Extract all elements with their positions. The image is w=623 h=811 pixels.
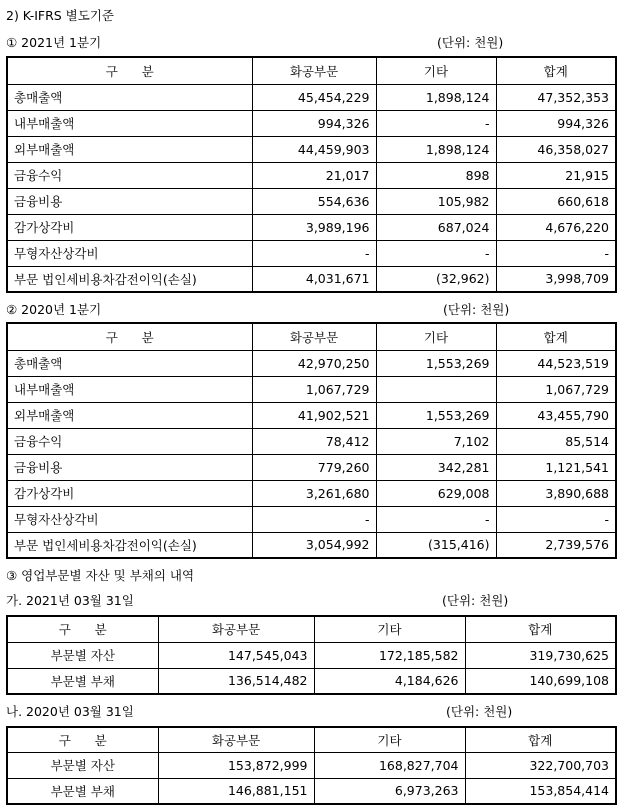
table-row bbox=[7, 376, 616, 402]
cell-chemical: 44,459,903 bbox=[252, 136, 376, 162]
cell-other: (32,962) bbox=[376, 266, 496, 292]
cell-other: 629,008 bbox=[376, 480, 496, 506]
header-total: 합계 bbox=[465, 616, 616, 642]
sec1-unit: (단위: 천원) bbox=[437, 35, 504, 50]
cell-other: 898 bbox=[376, 162, 496, 188]
cell-total: 322,700,703 bbox=[465, 752, 616, 778]
table-row bbox=[7, 668, 616, 694]
cell-total: 660,618 bbox=[496, 188, 616, 214]
table-row bbox=[7, 188, 616, 214]
cell-chemical: 779,260 bbox=[252, 454, 376, 480]
row-label: 외부매출액 bbox=[7, 402, 252, 428]
row-label: 금융비용 bbox=[7, 188, 252, 214]
header-total: 합계 bbox=[465, 727, 616, 752]
table-header-row bbox=[7, 323, 616, 350]
row-label: 총매출액 bbox=[7, 350, 252, 376]
table-row bbox=[7, 480, 616, 506]
cell-other: 168,827,704 bbox=[314, 752, 465, 778]
row-label: 금융수익 bbox=[7, 162, 252, 188]
cell-total: 319,730,625 bbox=[465, 642, 616, 668]
cell-other: 342,281 bbox=[376, 454, 496, 480]
table-2021-q1 bbox=[6, 56, 617, 293]
cell-total: 3,998,709 bbox=[496, 266, 616, 292]
row-label: 부문별 자산 bbox=[7, 642, 158, 668]
sec3a-title: 가. 2021년 03월 31일 bbox=[6, 593, 134, 608]
cell-other: 1,898,124 bbox=[376, 136, 496, 162]
table-row bbox=[7, 110, 616, 136]
header-category: 구 분 bbox=[7, 323, 252, 350]
sec3a-unit: (단위: 천원) bbox=[442, 593, 509, 608]
table-row bbox=[7, 214, 616, 240]
cell-chemical: 45,454,229 bbox=[252, 84, 376, 110]
cell-other bbox=[376, 376, 496, 402]
cell-other: - bbox=[376, 240, 496, 266]
cell-chemical: 147,545,043 bbox=[158, 642, 314, 668]
row-label: 금융비용 bbox=[7, 454, 252, 480]
cell-other: 1,553,269 bbox=[376, 350, 496, 376]
cell-other: 1,553,269 bbox=[376, 402, 496, 428]
cell-other: 105,982 bbox=[376, 188, 496, 214]
cell-total: - bbox=[496, 240, 616, 266]
cell-other: 4,184,626 bbox=[314, 668, 465, 694]
table-row bbox=[7, 454, 616, 480]
row-label: 부문별 자산 bbox=[7, 752, 158, 778]
table-row bbox=[7, 240, 616, 266]
cell-chemical: 153,872,999 bbox=[158, 752, 314, 778]
table-row bbox=[7, 266, 616, 292]
header-chemical: 화공부문 bbox=[158, 616, 314, 642]
cell-total: 46,358,027 bbox=[496, 136, 616, 162]
row-label: 내부매출액 bbox=[7, 376, 252, 402]
table-row bbox=[7, 162, 616, 188]
table-row bbox=[7, 402, 616, 428]
cell-chemical: 3,054,992 bbox=[252, 532, 376, 558]
cell-total: 43,455,790 bbox=[496, 402, 616, 428]
cell-chemical: 136,514,482 bbox=[158, 668, 314, 694]
header-chemical: 화공부문 bbox=[252, 323, 376, 350]
cell-other: 172,185,582 bbox=[314, 642, 465, 668]
cell-chemical: 21,017 bbox=[252, 162, 376, 188]
cell-chemical: 3,261,680 bbox=[252, 480, 376, 506]
cell-chemical: 41,902,521 bbox=[252, 402, 376, 428]
row-label: 외부매출액 bbox=[7, 136, 252, 162]
header-total: 합계 bbox=[496, 323, 616, 350]
cell-chemical: 3,989,196 bbox=[252, 214, 376, 240]
header-other: 기타 bbox=[376, 57, 496, 84]
section-heading: 2) K-IFRS 별도기준 bbox=[6, 8, 114, 23]
row-label: 무형자산상각비 bbox=[7, 506, 252, 532]
cell-chemical: 1,067,729 bbox=[252, 376, 376, 402]
cell-total: 4,676,220 bbox=[496, 214, 616, 240]
cell-chemical: - bbox=[252, 506, 376, 532]
sec1-title: ① 2021년 1분기 bbox=[6, 35, 102, 50]
cell-chemical: - bbox=[252, 240, 376, 266]
cell-chemical: 78,412 bbox=[252, 428, 376, 454]
header-total: 합계 bbox=[496, 57, 616, 84]
row-label: 총매출액 bbox=[7, 84, 252, 110]
cell-total: 994,326 bbox=[496, 110, 616, 136]
cell-total: 1,067,729 bbox=[496, 376, 616, 402]
cell-total: 2,739,576 bbox=[496, 532, 616, 558]
cell-total: 21,915 bbox=[496, 162, 616, 188]
cell-other: 1,898,124 bbox=[376, 84, 496, 110]
cell-other: (315,416) bbox=[376, 532, 496, 558]
row-label: 부문 법인세비용차감전이익(손실) bbox=[7, 266, 252, 292]
table-header-row bbox=[7, 57, 616, 84]
sec2-title: ② 2020년 1분기 bbox=[6, 302, 102, 317]
row-label: 감가상각비 bbox=[7, 214, 252, 240]
cell-total: 44,523,519 bbox=[496, 350, 616, 376]
cell-chemical: 554,636 bbox=[252, 188, 376, 214]
table-row bbox=[7, 506, 616, 532]
header-chemical: 화공부문 bbox=[252, 57, 376, 84]
table-row bbox=[7, 136, 616, 162]
row-label: 부문 법인세비용차감전이익(손실) bbox=[7, 532, 252, 558]
cell-chemical: 4,031,671 bbox=[252, 266, 376, 292]
table-assets-2020 bbox=[6, 726, 617, 805]
cell-total: - bbox=[496, 506, 616, 532]
sec3b-unit: (단위: 천원) bbox=[446, 704, 513, 719]
row-label: 무형자산상각비 bbox=[7, 240, 252, 266]
cell-chemical: 42,970,250 bbox=[252, 350, 376, 376]
sec3b-title: 나. 2020년 03월 31일 bbox=[6, 704, 134, 719]
table-row bbox=[7, 350, 616, 376]
cell-other: - bbox=[376, 110, 496, 136]
cell-chemical: 994,326 bbox=[252, 110, 376, 136]
row-label: 부문별 부채 bbox=[7, 668, 158, 694]
header-chemical: 화공부문 bbox=[158, 727, 314, 752]
cell-other: 6,973,263 bbox=[314, 778, 465, 804]
table-row bbox=[7, 752, 616, 778]
header-other: 기타 bbox=[314, 727, 465, 752]
row-label: 감가상각비 bbox=[7, 480, 252, 506]
header-category: 구 분 bbox=[7, 57, 252, 84]
table-assets-2021 bbox=[6, 615, 617, 695]
sec2-unit: (단위: 천원) bbox=[443, 302, 510, 317]
table-row bbox=[7, 428, 616, 454]
sec3-title: ③ 영업부문별 자산 및 부채의 내역 bbox=[6, 568, 195, 583]
header-other: 기타 bbox=[376, 323, 496, 350]
table-row bbox=[7, 84, 616, 110]
row-label: 내부매출액 bbox=[7, 110, 252, 136]
cell-total: 1,121,541 bbox=[496, 454, 616, 480]
table-row bbox=[7, 532, 616, 558]
cell-other: 7,102 bbox=[376, 428, 496, 454]
table-2020-q1 bbox=[6, 322, 617, 559]
header-category: 구 분 bbox=[7, 616, 158, 642]
cell-total: 153,854,414 bbox=[465, 778, 616, 804]
header-category: 구 분 bbox=[7, 727, 158, 752]
row-label: 금융수익 bbox=[7, 428, 252, 454]
cell-total: 140,699,108 bbox=[465, 668, 616, 694]
cell-other: 687,024 bbox=[376, 214, 496, 240]
row-label: 부문별 부채 bbox=[7, 778, 158, 804]
table-header-row bbox=[7, 727, 616, 752]
header-other: 기타 bbox=[314, 616, 465, 642]
cell-total: 47,352,353 bbox=[496, 84, 616, 110]
table-row bbox=[7, 642, 616, 668]
cell-total: 85,514 bbox=[496, 428, 616, 454]
cell-chemical: 146,881,151 bbox=[158, 778, 314, 804]
cell-total: 3,890,688 bbox=[496, 480, 616, 506]
table-header-row bbox=[7, 616, 616, 642]
cell-other: - bbox=[376, 506, 496, 532]
table-row bbox=[7, 778, 616, 804]
